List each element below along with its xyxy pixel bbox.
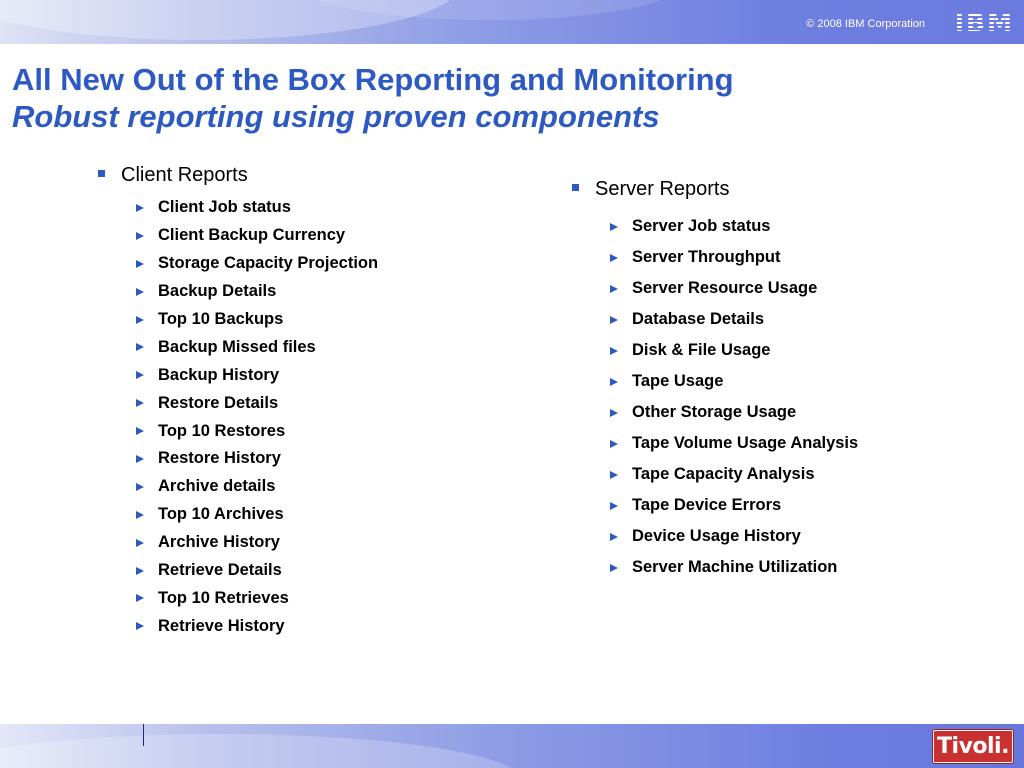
arrow-bullet-icon bbox=[610, 316, 618, 324]
client-report-list-item bbox=[136, 306, 378, 334]
server-report-item-label: Database Details bbox=[632, 310, 765, 328]
client-report-list-item bbox=[136, 473, 378, 501]
client-report-item-label: Top 10 Archives bbox=[158, 505, 284, 524]
server-report-item-label: Disk & File Usage bbox=[632, 341, 771, 359]
arrow-bullet-icon bbox=[610, 533, 618, 541]
arrow-bullet-icon bbox=[136, 204, 144, 212]
server-report-list-item bbox=[610, 490, 858, 521]
server-report-item-label: Tape Capacity Analysis bbox=[632, 465, 815, 483]
arrow-bullet-icon bbox=[610, 409, 618, 417]
client-report-list-item bbox=[136, 389, 378, 417]
arrow-bullet-icon bbox=[610, 471, 618, 479]
client-report-item-label: Client Job status bbox=[158, 198, 291, 217]
arrow-bullet-icon bbox=[136, 260, 144, 268]
arrow-bullet-icon bbox=[136, 511, 144, 519]
server-report-list-item bbox=[610, 521, 858, 552]
arrow-bullet-icon bbox=[610, 440, 618, 448]
arrow-bullet-icon bbox=[136, 288, 144, 296]
server-report-list-item bbox=[610, 459, 858, 490]
arrow-bullet-icon bbox=[136, 371, 144, 379]
client-report-list-item bbox=[136, 445, 378, 473]
server-report-list-item bbox=[610, 273, 858, 304]
client-report-item-label: Backup Details bbox=[158, 282, 277, 301]
server-report-item-label: Tape Device Errors bbox=[632, 496, 782, 514]
server-reports-list bbox=[568, 211, 858, 583]
arrow-bullet-icon bbox=[136, 316, 144, 324]
square-bullet-icon bbox=[572, 184, 579, 191]
server-report-item-label: Other Storage Usage bbox=[632, 403, 797, 421]
client-report-list-item bbox=[136, 584, 378, 612]
client-report-list-item bbox=[136, 612, 378, 640]
client-report-list-item bbox=[136, 222, 378, 250]
server-report-list-item bbox=[610, 242, 858, 273]
ibm-logo: IBM bbox=[954, 8, 1014, 37]
client-report-item-label: Storage Capacity Projection bbox=[158, 254, 379, 273]
client-reports-heading-label: Client Reports bbox=[121, 163, 248, 186]
server-report-item-label: Device Usage History bbox=[632, 527, 801, 545]
arrow-bullet-icon bbox=[136, 539, 144, 547]
server-report-list-item bbox=[610, 304, 858, 335]
arrow-bullet-icon bbox=[610, 223, 618, 231]
server-report-item-label: Server Throughput bbox=[632, 248, 781, 266]
client-report-list-item bbox=[136, 557, 378, 585]
client-report-item-label: Top 10 Retrieves bbox=[158, 588, 289, 607]
server-report-list-item bbox=[610, 397, 858, 428]
client-report-item-label: Backup Missed files bbox=[158, 337, 316, 356]
client-report-item-label: Client Backup Currency bbox=[158, 226, 346, 245]
arrow-bullet-icon bbox=[610, 502, 618, 510]
arrow-bullet-icon bbox=[610, 564, 618, 572]
client-report-item-label: Retrieve History bbox=[158, 616, 285, 635]
server-report-item-label: Server Machine Utilization bbox=[632, 558, 838, 576]
server-reports-heading-label: Server Reports bbox=[595, 177, 730, 200]
client-reports-list bbox=[94, 194, 378, 640]
arrow-bullet-icon bbox=[610, 285, 618, 293]
server-reports-heading bbox=[568, 178, 858, 200]
footer-swoosh-decoration bbox=[0, 734, 520, 768]
server-report-item-label: Server Job status bbox=[632, 217, 771, 235]
server-report-list-item bbox=[610, 428, 858, 459]
client-report-list-item bbox=[136, 194, 378, 222]
slide-title: All New Out of the Box Reporting and Monitoring bbox=[12, 62, 734, 97]
client-report-list-item bbox=[136, 529, 378, 557]
client-report-list-item bbox=[136, 333, 378, 361]
client-report-item-label: Top 10 Backups bbox=[158, 310, 284, 328]
arrow-bullet-icon bbox=[610, 254, 618, 262]
arrow-bullet-icon bbox=[610, 378, 618, 386]
client-report-item-label: Backup History bbox=[158, 365, 280, 384]
arrow-bullet-icon bbox=[610, 347, 618, 355]
client-report-item-label: Archive details bbox=[158, 477, 276, 496]
header-band bbox=[0, 0, 1024, 44]
tivoli-logo: Tivoli. bbox=[933, 730, 1013, 763]
server-report-item-label: Tape Usage bbox=[632, 372, 724, 390]
arrow-bullet-icon bbox=[136, 399, 144, 407]
client-report-item-label: Top 10 Restores bbox=[158, 421, 286, 440]
client-report-list-item bbox=[136, 417, 378, 445]
arrow-bullet-icon bbox=[136, 567, 144, 575]
client-reports-column bbox=[94, 164, 378, 640]
client-report-item-label: Restore Details bbox=[158, 393, 279, 412]
arrow-bullet-icon bbox=[136, 594, 144, 602]
arrow-bullet-icon bbox=[136, 622, 144, 630]
footer-band bbox=[0, 724, 1024, 768]
footer-divider bbox=[143, 724, 144, 746]
arrow-bullet-icon bbox=[136, 343, 144, 351]
arrow-bullet-icon bbox=[136, 427, 144, 435]
arrow-bullet-icon bbox=[136, 455, 144, 463]
copyright-text: © 2008 IBM Corporation bbox=[806, 18, 925, 30]
server-reports-column bbox=[568, 178, 858, 583]
client-report-list-item bbox=[136, 501, 378, 529]
server-report-list-item bbox=[610, 552, 858, 583]
arrow-bullet-icon bbox=[136, 232, 144, 240]
client-report-list-item bbox=[136, 250, 378, 278]
slide-subtitle: Robust reporting using proven components bbox=[12, 99, 660, 134]
server-report-list-item bbox=[610, 335, 858, 366]
server-report-item-label: Tape Volume Usage Analysis bbox=[632, 434, 859, 452]
square-bullet-icon bbox=[98, 170, 105, 177]
client-report-item-label: Restore History bbox=[158, 449, 281, 468]
arrow-bullet-icon bbox=[136, 483, 144, 491]
client-report-list-item bbox=[136, 278, 378, 306]
client-report-item-label: Archive History bbox=[158, 533, 280, 552]
server-report-item-label: Server Resource Usage bbox=[632, 279, 818, 297]
client-report-item-label: Retrieve Details bbox=[158, 561, 282, 580]
server-report-list-item bbox=[610, 366, 858, 397]
client-report-list-item bbox=[136, 361, 378, 389]
client-reports-heading bbox=[94, 164, 378, 186]
server-report-list-item bbox=[610, 211, 858, 242]
